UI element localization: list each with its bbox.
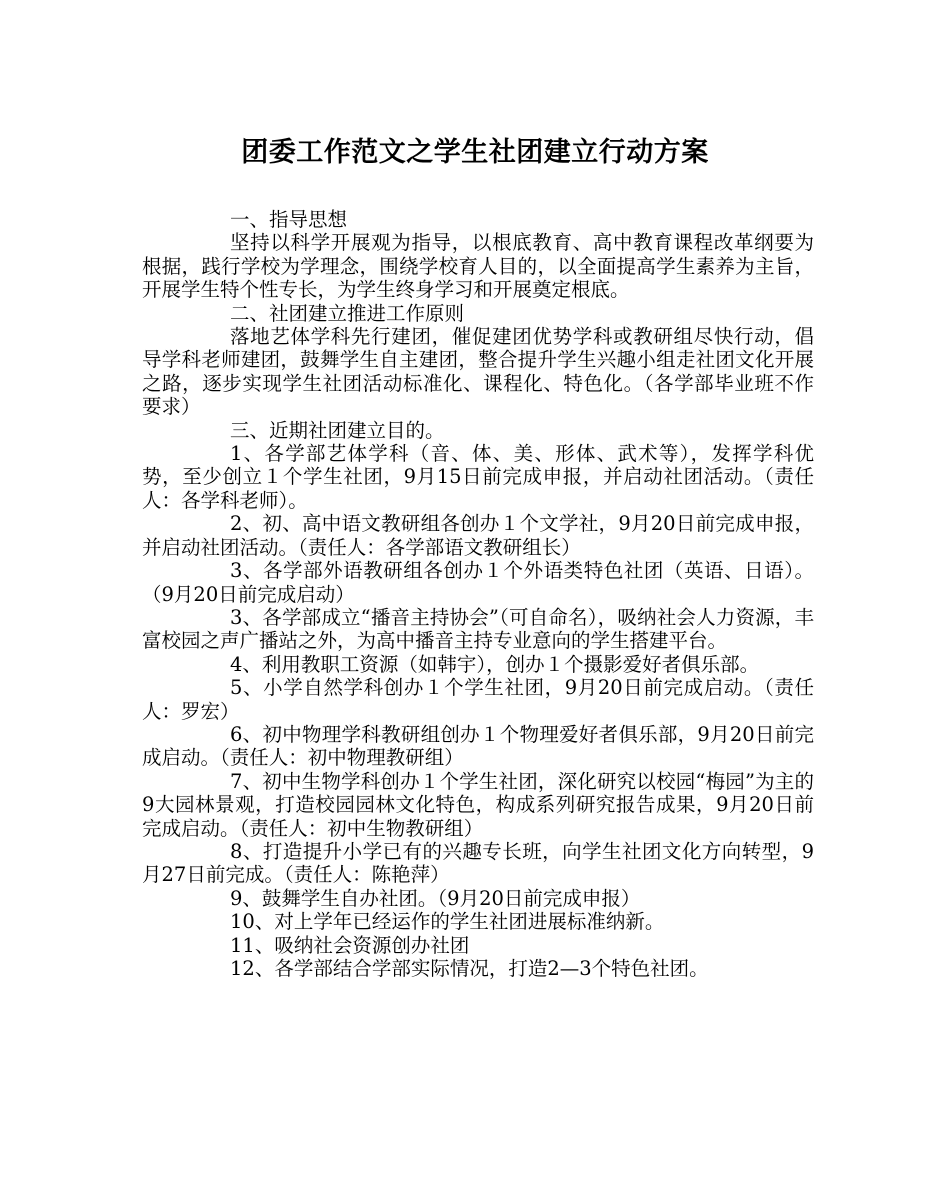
- section-heading-principles: 二、社团建立推进工作原则: [230, 301, 465, 325]
- goal-item-10: 10、对上学年已经运作的学生社团进展标准纳新。: [230, 910, 665, 934]
- document-body: [142, 208, 814, 980]
- document-title: 团委工作范文之学生社团建立行动方案: [241, 137, 709, 168]
- goal-item-4: 4、利用教职工资源（如韩宇），创办１个摄影爱好者俱乐部。: [230, 652, 760, 676]
- goal-item-3a: 3、各学部外语教研组各创办１个外语类特色社团（英语、日语）。（9月20日前完成启动）: [142, 559, 814, 606]
- goal-item-12: 12、各学部结合学部实际情况，打造2—3个特色社团。: [230, 957, 709, 980]
- goal-item-5: 5、小学自然学科创办１个学生社团，9月20日前完成启动。（责任人：罗宏）: [142, 676, 814, 723]
- goal-item-11: 11、吸纳社会资源创办社团: [230, 933, 470, 957]
- goal-item-3b: 3、各学部成立“播音主持协会”（可自命名），吸纳社会人力资源，丰富校园之声广播站之外，为高中播音主持专业意向的学生搭建平台。: [142, 605, 814, 653]
- section-heading-guiding-ideology: 一、指导思想: [230, 208, 348, 231]
- goal-item-7: 7、初中生物学科创办１个学生社团，深化研究以校园“梅园”为主的9大园林景观，打造校园园林文化特色，构成系列研究报告成果，9月20日前完成启动。（责任人：初中生物教研组）: [142, 769, 814, 840]
- goal-item-2: 2、初、高中语文教研组各创办１个文学社，9月20日前完成申报，并启动社团活动。（责任人：各学部语文教研组长）: [142, 512, 814, 559]
- goal-item-8: 8、打造提升小学已有的兴趣专长班，向学生社团文化方向转型，9月27日前完成。（责任人：陈艳萍）: [142, 839, 814, 887]
- goal-item-9: 9、鼓舞学生自办社团。（9月20日前完成申报）: [230, 886, 641, 910]
- goal-item-6: 6、初中物理学科教研组创办１个物理爱好者俱乐部，9月20日前完成启动。（责任人：初中物理教研组）: [142, 722, 814, 770]
- section-heading-goals: 三、近期社团建立目的。: [230, 418, 445, 442]
- goal-item-1: 1、各学部艺体学科（音、体、美、形体、武术等），发挥学科优势，至少创立１个学生社团，9月15日前完成申报，并启动社团活动。（责任人：各学科老师）。: [142, 442, 814, 512]
- paragraph-principles: 落地艺体学科先行建团，催促建团优势学科或教研组尽快行动，倡导学科老师建团，鼓舞学生自主建团，整合提升学生兴趣小组走社团文化开展之路，逐步实现学生社团活动标准化、课程化、特色化。（各学部毕业班不作要求）: [142, 325, 814, 419]
- paragraph-guiding-ideology: 坚持以科学开展观为指导，以根底教育、高中教育课程改革纲要为根据，践行学校为学理念，围绕学校育人目的，以全面提高学生素养为主旨，开展学生特个性专长，为学生终身学习和开展奠定根底。: [142, 231, 814, 302]
